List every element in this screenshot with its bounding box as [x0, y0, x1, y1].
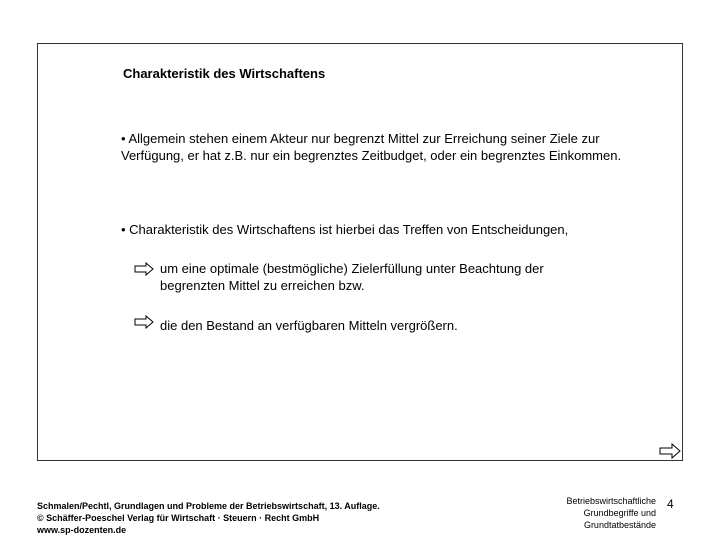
- footer-source-line: © Schäffer-Poeschel Verlag für Wirtschaft · Steuern · Recht GmbH: [37, 513, 320, 523]
- footer-source: [37, 500, 380, 536]
- page-number: 4: [667, 497, 674, 511]
- footer-section-line: Betriebswirtschaftliche: [566, 496, 656, 506]
- bullet-paragraph-1: • Allgemein stehen einem Akteur nur begrenzt Mittel zur Erreichung seiner Ziele zur Verfügung, er hat z.B. nur ein begrenztes Zeitbudget, oder ein begrenztes Einkommen.: [121, 131, 622, 163]
- footer-section-line: Grundtatbestände: [583, 520, 656, 530]
- footer-source-line: www.sp-dozenten.de: [37, 525, 127, 535]
- arrow-right-icon: [134, 262, 154, 276]
- footer-source-line: Schmalen/Pechtl, Grundlagen und Probleme der Betriebswirtschaft, 13. Auflage.: [37, 501, 380, 511]
- slide-frame: [37, 43, 683, 461]
- next-slide-icon[interactable]: [659, 443, 681, 459]
- footer-section-line: Grundbegriffe und: [583, 508, 656, 518]
- footer-section: [540, 495, 656, 531]
- bullet-paragraph-2: • Charakteristik des Wirtschaftens ist hierbei das Treffen von Entscheidungen,: [121, 222, 569, 237]
- sub-point-2: die den Bestand an verfügbaren Mitteln vergrößern.: [160, 318, 458, 333]
- sub-point-1: um eine optimale (bestmögliche) Zielerfüllung unter Beachtung der begrenzten Mittel zu erreichen bzw.: [160, 261, 544, 293]
- arrow-right-icon: [134, 315, 154, 329]
- slide-title: Charakteristik des Wirtschaftens: [123, 66, 326, 81]
